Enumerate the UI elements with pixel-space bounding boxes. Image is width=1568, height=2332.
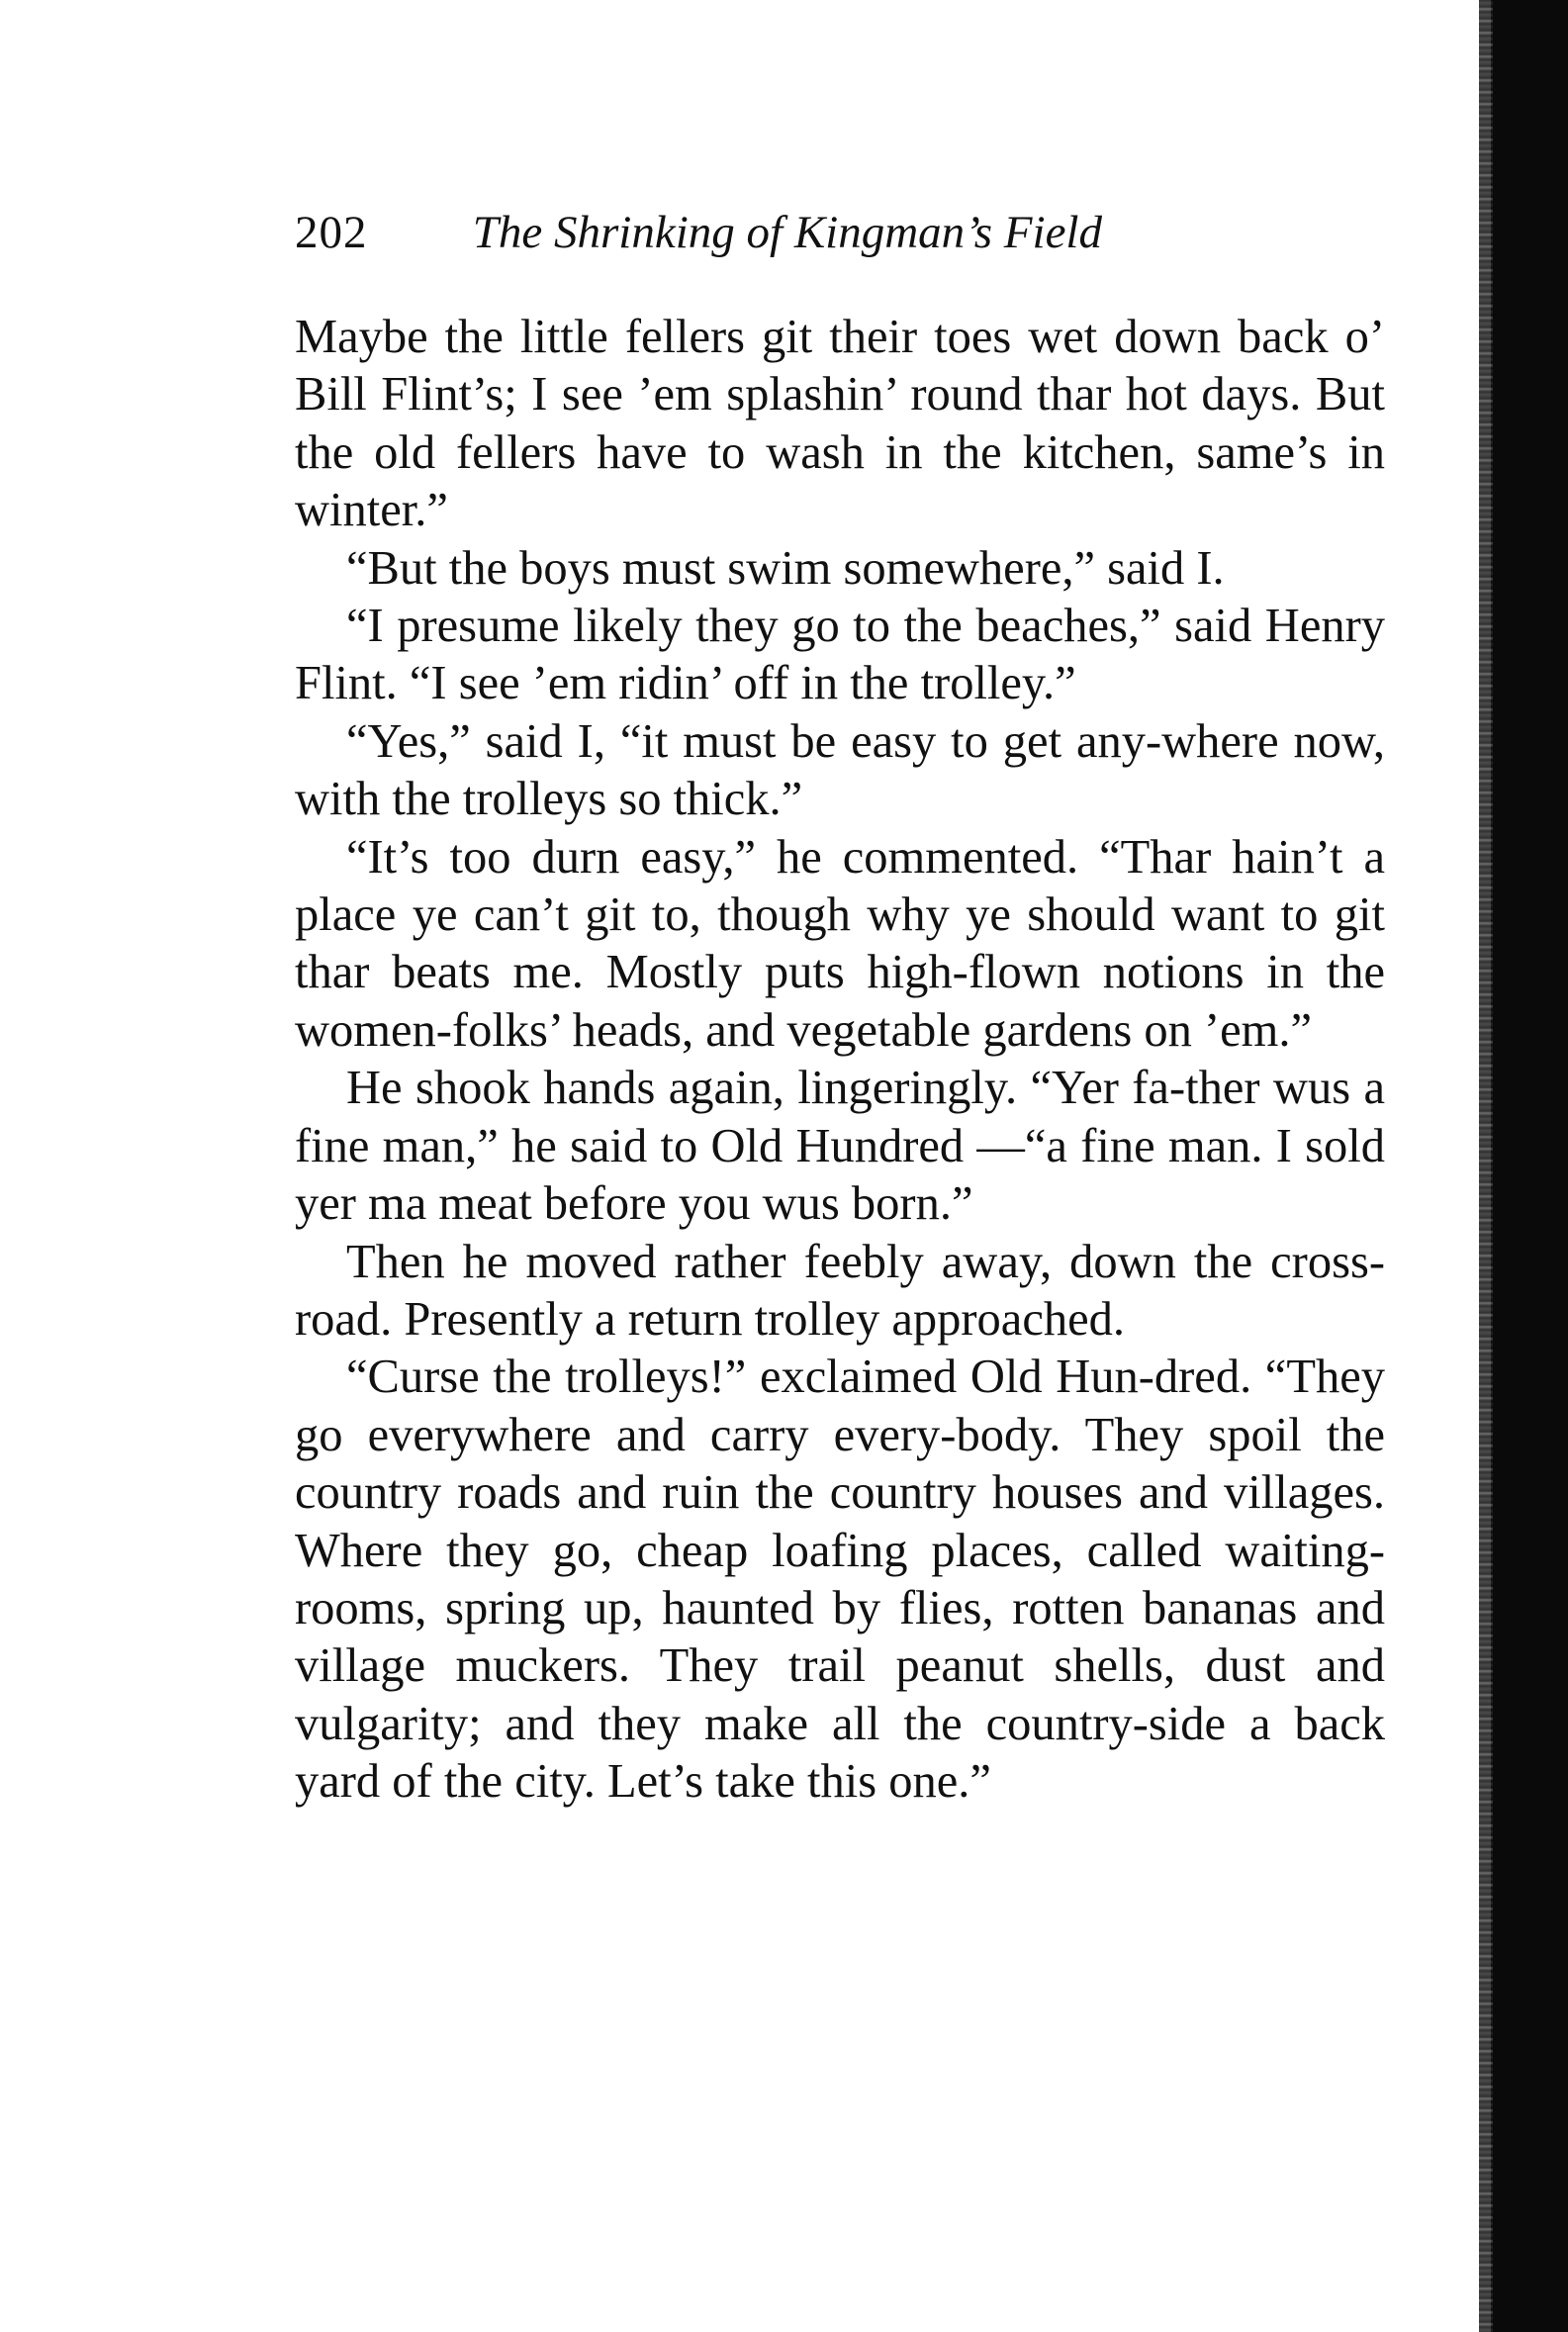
- paragraph-3: “I presume likely they go to the beaches,” said Henry Flint. “I see ’em ridin’ off in the trolley.”: [295, 600, 1385, 710]
- paragraph-6: He shook hands again, lingeringly. “Yer fa-ther wus a fine man,” he said to Old Hundred —“a fine man. I sold yer ma meat before you wus born.”: [295, 1062, 1385, 1231]
- page-number: 202: [295, 207, 368, 258]
- paragraph-1: Maybe the little fellers git their toes wet down back o’ Bill Flint’s; I see ’em splashin’ round thar hot days. But the old fellers have to wash in the kitchen, same’s in winter.”: [295, 311, 1385, 537]
- body-text: [295, 309, 1385, 1812]
- paragraph-4: “Yes,” said I, “it must be easy to get any-where now, with the trolleys so thick.”: [295, 714, 1385, 826]
- paragraph-5: “It’s too durn easy,” he commented. “Thar hain’t a place ye can’t git to, though why ye should want to git thar beats me. Mostly puts high-flown notions in the women-folks’ heads, and vegetable gardens on ’em.”: [295, 830, 1385, 1057]
- paragraph-2: “But the boys must swim somewhere,” said I.: [346, 541, 1225, 595]
- running-title: The Shrinking of Kingman’s Field: [472, 207, 1102, 258]
- page-header: [295, 198, 1383, 267]
- paragraph-7: Then he moved rather feebly away, down the cross-road. Presently a return trolley approached.: [295, 1235, 1385, 1346]
- paragraph-8: “Curse the trolleys!” exclaimed Old Hun-dred. “They go everywhere and carry every-body. They spoil the country roads and ruin the country houses and villages. Where they go, cheap loafing places, called waiting-rooms, spring up, haunted by flies, rotten bananas and village muckers. They trail peanut shells, dust and vulgarity; and they make all the country-side a back yard of the city. Let’s take this one.”: [295, 1351, 1385, 1809]
- scan-edge-shadow: [1491, 0, 1568, 2332]
